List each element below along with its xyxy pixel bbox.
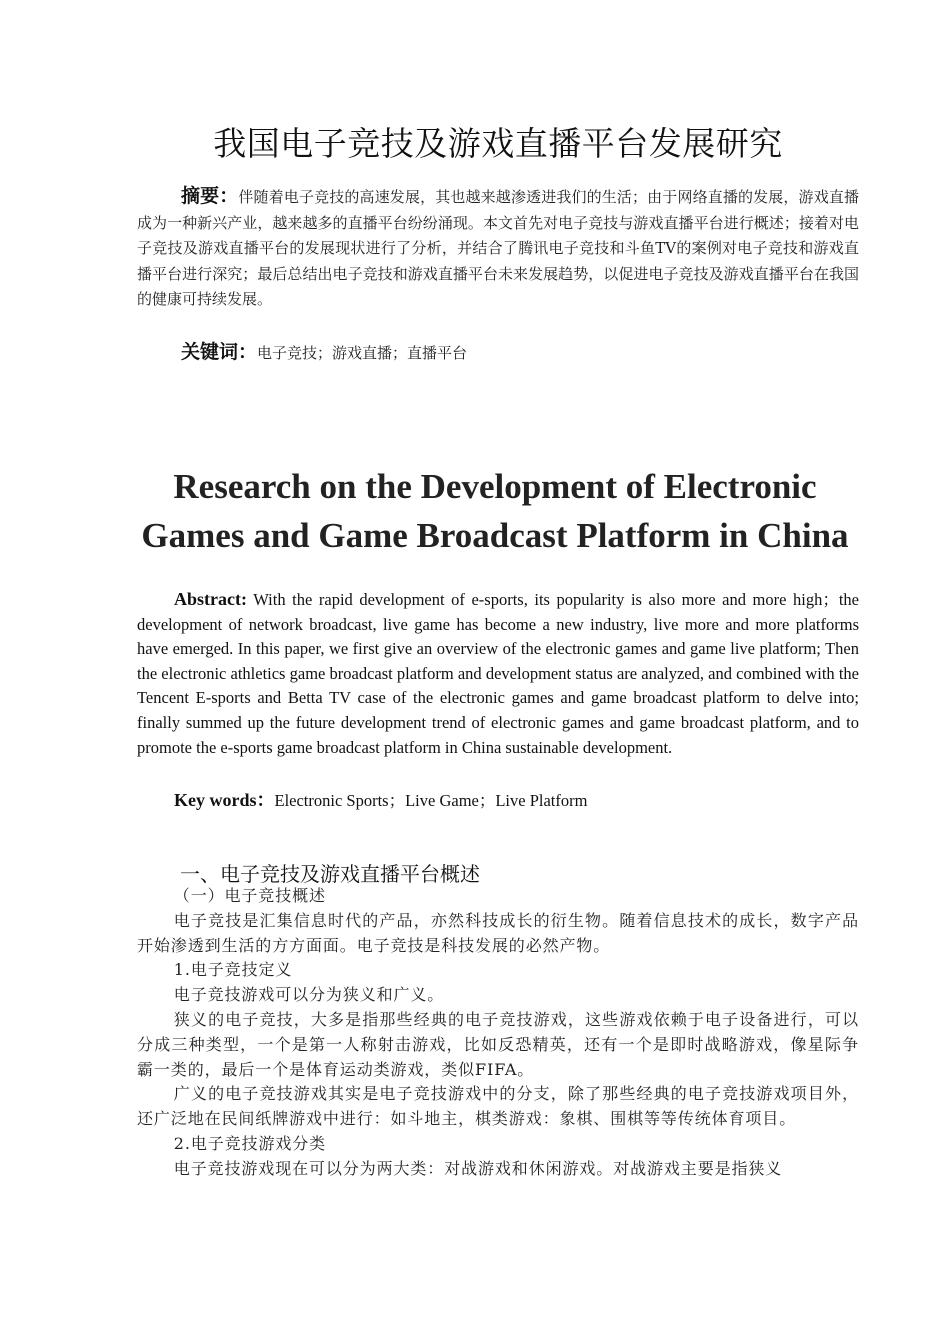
body-paragraph: 电子竞技游戏可以分为狭义和广义。 bbox=[173, 985, 445, 1005]
chinese-keywords bbox=[137, 337, 859, 364]
chinese-abstract bbox=[137, 184, 859, 313]
english-abstract bbox=[137, 587, 859, 760]
english-abstract-label: Abstract: bbox=[174, 589, 247, 609]
body-paragraph: 电子竞技游戏现在可以分为两大类：对战游戏和休闲游戏。对战游戏主要是指狭义 bbox=[173, 1158, 783, 1178]
body-paragraph: 广义的电子竞技游戏其实是电子竞技游戏中的分支，除了那些经典的电子竞技游戏项目外，还广泛地在民间纸牌游戏中进行：如斗地主，棋类游戏：象棋、围棋等等传统体育项目。 bbox=[137, 1084, 859, 1129]
english-title bbox=[95, 462, 895, 560]
section-body bbox=[137, 884, 859, 1182]
english-title-line-1: Research on the Development of Electronic bbox=[173, 467, 817, 506]
chinese-abstract-label: 摘要： bbox=[181, 185, 239, 207]
english-keywords-text: Electronic Sports；Live Game；Live Platform bbox=[274, 791, 588, 810]
body-paragraph: 狭义的电子竞技，大多是指那些经典的电子竞技游戏，这些游戏依赖于电子设备进行，可以分成三种类型，一个是第一人称射击游戏，比如反恐精英，还有一个是即时战略游戏，像星际争霸一类的，最后一个是体育运动类游戏，类似FIFA。 bbox=[137, 1009, 859, 1079]
english-keywords-label: Key words： bbox=[174, 790, 275, 810]
english-abstract-text: With the rapid development of e-sports, its popularity is also more and more high；the development of network broadcast, live game has become a new industry, live more and more platforms have emerged. In this paper, we first give an overview of the electronic games and game live platform; Then the electronic athletics game broadcast platform and development status are analyzed, and combined with the Tencent E-sports and Betta TV case of the electronic games and game broadcast platform to delve into; finally summed up the future development trend of electronic games and game broadcast platform, and to promote the e-sports game broadcast platform in China sustainable development. bbox=[137, 590, 859, 757]
chinese-keywords-text: 电子竞技；游戏直播；直播平台 bbox=[257, 344, 468, 362]
subsection-heading: （一）电子竞技概述 bbox=[173, 886, 326, 905]
chinese-title: 我国电子竞技及游戏直播平台发展研究 bbox=[213, 124, 783, 163]
numbered-heading: 1.电子竞技定义 bbox=[173, 960, 293, 980]
section-heading: 一、电子竞技及游戏直播平台概述 bbox=[180, 862, 480, 886]
chinese-keywords-label: 关键词： bbox=[181, 341, 258, 363]
english-keywords bbox=[137, 786, 859, 812]
english-title-line-2: Games and Game Broadcast Platform in China bbox=[141, 516, 849, 555]
chinese-abstract-text: 伴随着电子竞技的高速发展，其也越来越渗透进我们的生活；由于网络直播的发展，游戏直播成为一种新兴产业，越来越多的直播平台纷纷涌现。本文首先对电子竞技与游戏直播平台进行概述；接着对电子竞技及游戏直播平台的发展现状进行了分析，并结合了腾讯电子竞技和斗鱼TV的案例对电子竞技和游戏直播平台进行深究；最后总结出电子竞技和游戏直播平台未来发展趋势，以促进电子竞技及游戏直播平台在我国的健康可持续发展。 bbox=[137, 188, 859, 308]
numbered-heading: 2.电子竞技游戏分类 bbox=[173, 1133, 327, 1153]
body-paragraph: 电子竞技是汇集信息时代的产品，亦然科技成长的衍生物。随着信息技术的成长，数字产品开始渗透到生活的方方面面。电子竞技是科技发展的必然产物。 bbox=[137, 910, 859, 955]
